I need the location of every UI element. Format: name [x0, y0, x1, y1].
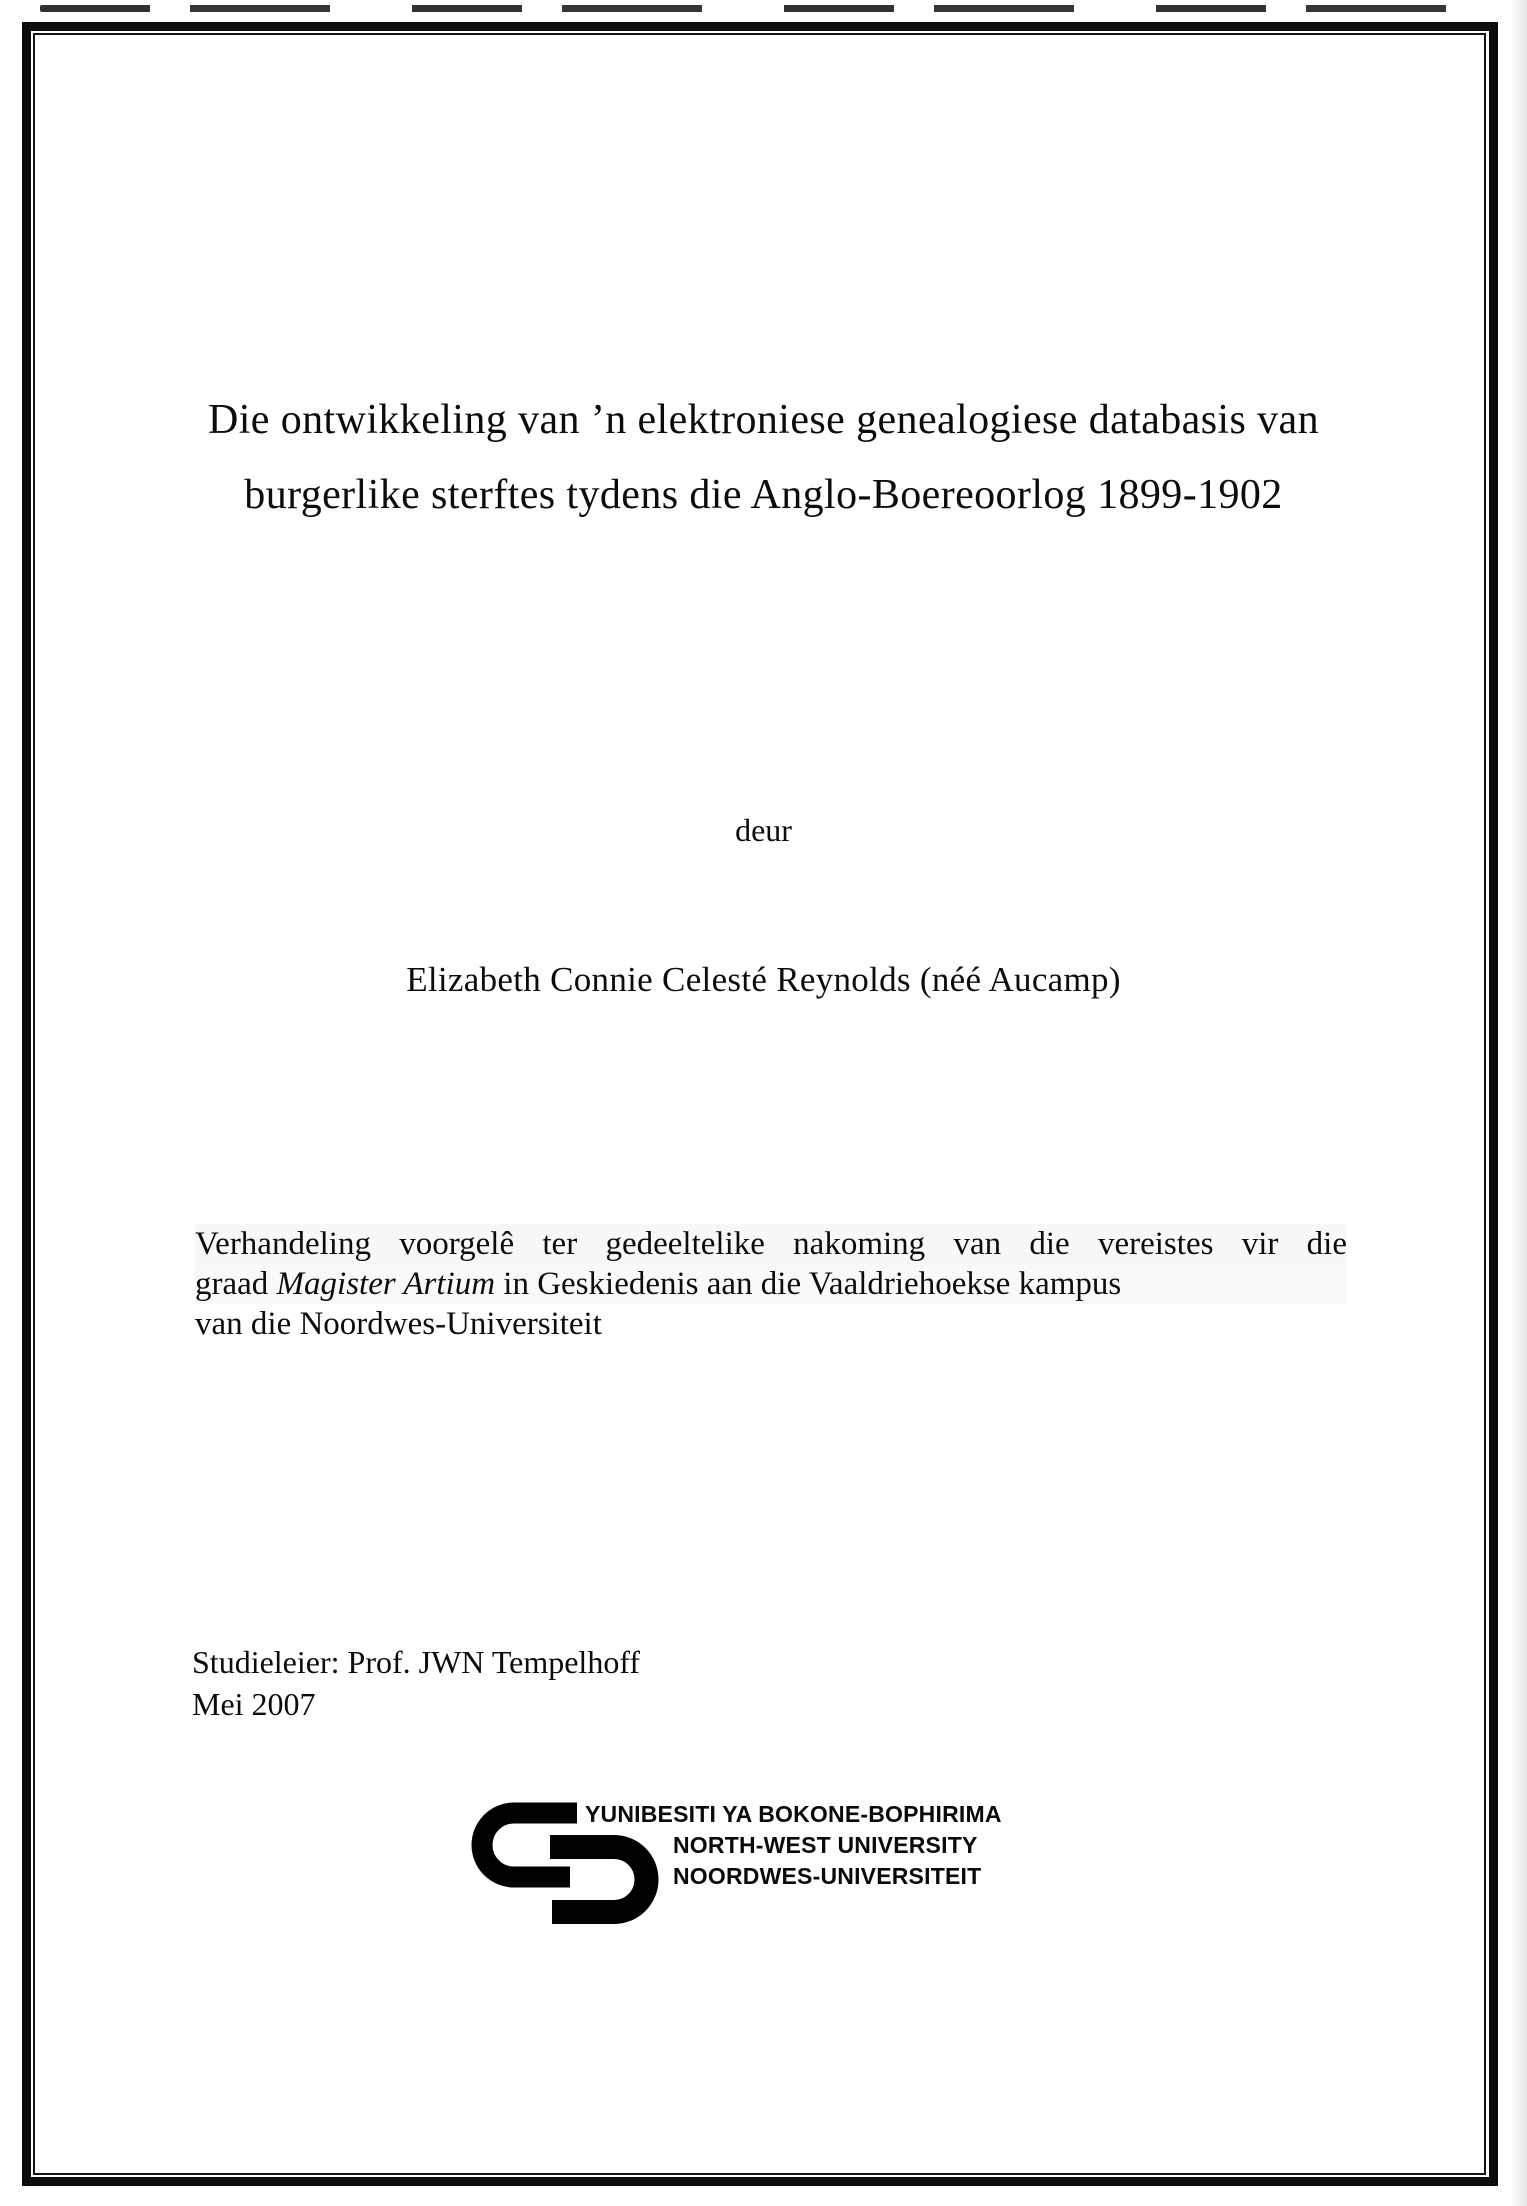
university-logo-text — [585, 1799, 1002, 1892]
scan-artifact-right-edge — [1511, 0, 1527, 2206]
logo-text-setswana: YUNIBESITI YA BOKONE-BOPHIRIMA — [585, 1801, 1002, 1827]
date-line: Mei 2007 — [192, 1686, 316, 1722]
supervisor-line: Studieleier: Prof. JWN Tempelhoff — [192, 1644, 641, 1680]
degree-statement-line-2-post: in Geskiedenis aan die Vaaldriehoekse kampus — [495, 1266, 1122, 1302]
degree-statement-line-1: Verhandeling voorgelê ter gedeeltelike nakoming van die vereistes vir die — [195, 1226, 1347, 1262]
degree-statement — [195, 1224, 1347, 1344]
scan-artifact-top — [40, 5, 1490, 12]
author-name: Elizabeth Connie Celesté Reynolds (néé Aucamp) — [406, 960, 1121, 999]
degree-statement-line-2 — [195, 1264, 1347, 1304]
degree-statement-line-3: van die Noordwes-Universiteit — [195, 1306, 602, 1342]
thesis-title-line-1: Die ontwikkeling van ’n elektroniese genealogiese databasis van — [207, 397, 1319, 443]
degree-name: Magister Artium — [276, 1266, 496, 1302]
byline: deur — [735, 812, 792, 848]
logo-text-english: NORTH-WEST UNIVERSITY — [673, 1832, 978, 1858]
thesis-title — [110, 383, 1417, 533]
degree-statement-line-2-pre: graad — [195, 1266, 277, 1302]
thesis-title-line-2: burgerlike sterftes tydens die Anglo-Boereoorlog 1899-1902 — [244, 472, 1283, 518]
logo-text-afrikaans: NOORDWES-UNIVERSITEIT — [673, 1863, 982, 1889]
